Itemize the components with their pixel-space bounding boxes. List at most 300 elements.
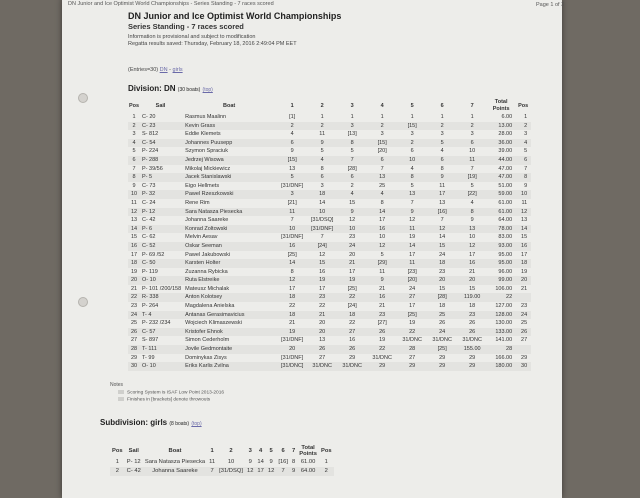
table-row [128, 130, 531, 139]
table-cell: 4 [410, 165, 414, 172]
table-cell: 22 [397, 328, 427, 337]
punch-hole [78, 93, 88, 103]
table-cell: C- 20 [142, 114, 156, 120]
table-cell: Anton Kolotsey [181, 293, 277, 302]
table-cell: Rasmus Maalinn [185, 114, 227, 120]
table-cell: 29 [469, 354, 476, 361]
table-cell: 25 [130, 320, 138, 327]
table-cell: Ruta Elstreike [181, 276, 277, 285]
table-cell: 9 [292, 468, 296, 475]
col-header: Pos [320, 448, 332, 454]
table-cell: 20 [128, 276, 140, 285]
table-cell: Wojciech Klimaszewski [185, 320, 242, 327]
table-cell: 17 [257, 468, 264, 475]
table-row [128, 336, 531, 345]
table-cell: 26 [367, 328, 397, 337]
table-cell: 31/DNC [462, 337, 482, 344]
table-row [128, 208, 531, 217]
table-cell: 16 [457, 259, 487, 268]
table-cell: 61.00 [487, 208, 515, 217]
col-header: Boat [223, 102, 236, 109]
table-cell: 61.00 [300, 458, 316, 465]
note-swatch [118, 397, 124, 401]
table-row [128, 182, 531, 191]
series-standings-table [128, 99, 531, 371]
table-cell: 13.00 [487, 122, 515, 131]
table-cell: Sara Natasza Piesecka [181, 208, 277, 217]
table-row [128, 319, 531, 328]
table-cell: 8 [290, 268, 294, 275]
table-cell: 95.00 [498, 251, 513, 258]
division-title: Division: DN [128, 84, 176, 93]
table-cell: 11 [439, 182, 446, 189]
table-cell: 21 [337, 259, 367, 268]
table-cell: 22 [337, 293, 367, 302]
page-subtitle: Series Standing - 7 races scored [128, 22, 244, 31]
table-cell: [20] [377, 148, 387, 155]
table-cell: T- 4 [140, 311, 181, 320]
table-cell: 93.00 [487, 242, 515, 251]
table-cell: 15 [427, 242, 457, 251]
table-cell: S- 897 [142, 337, 159, 344]
table-cell: 9 [248, 458, 252, 465]
sub-header-row [110, 445, 334, 457]
table-row [128, 147, 531, 156]
table-cell: 17 [130, 251, 138, 258]
table-cell: 15 [469, 285, 476, 292]
table-cell: 26 [128, 328, 140, 337]
col-header: 6 [440, 102, 444, 109]
table-cell: 7 [290, 217, 294, 224]
table-cell: 25 [427, 311, 457, 320]
table-cell: C- 42 [142, 217, 156, 224]
table-cell: 29 [397, 362, 427, 371]
table-cell: 18 [277, 293, 307, 302]
table-cell: 28 [128, 345, 140, 354]
table-cell: 16 [367, 293, 397, 302]
table-cell: [31/DNC] [277, 362, 307, 371]
table-cell: 7 [524, 165, 528, 172]
table-cell: 14 [277, 259, 307, 268]
table-cell: Eriks Karlis Zvilna [181, 362, 277, 371]
table-cell: T- 111 [140, 345, 181, 354]
total-label: Total [301, 445, 315, 451]
table-cell: C- 50 [140, 259, 181, 268]
table-cell: 27 [319, 354, 326, 361]
table-cell: 11 [397, 225, 427, 234]
table-cell: 128.00 [487, 311, 515, 320]
table-cell: Oskar Seeman [181, 242, 277, 251]
table-cell: 17 [521, 251, 528, 258]
table-cell: 11 [319, 131, 326, 138]
table-cell: 21 [469, 268, 476, 275]
provisional-notice: Information is provisional and subject to modification [128, 34, 256, 40]
table-cell: [31/DSQ] [219, 468, 243, 475]
table-cell: 4 [128, 139, 140, 148]
table-cell: 26 [469, 320, 476, 327]
col-header: 7 [292, 448, 296, 454]
table-cell: 19 [277, 328, 307, 337]
table-cell: O- 10 [140, 276, 181, 285]
table-cell: 10 [469, 234, 476, 241]
table-cell: 47.00 [498, 165, 513, 172]
table-cell: 6 [515, 156, 531, 165]
table-cell: 31/DNC [402, 337, 422, 344]
table-cell: 8 [515, 173, 531, 182]
table-cell: 119.00 [457, 293, 487, 302]
table-cell: 18 [277, 311, 307, 320]
table-cell: [13] [347, 131, 357, 138]
table-cell: 8 [397, 173, 427, 182]
table-cell: 15 [349, 199, 356, 206]
table-cell: Magdalena Anielska [185, 303, 235, 310]
col-header: Sail [155, 102, 166, 109]
table-cell: 15 [521, 234, 528, 241]
table-cell: 20 [319, 320, 326, 327]
table-cell: 2 [427, 122, 457, 131]
table-cell: 22 [367, 345, 397, 354]
table-cell: 10 [337, 225, 367, 234]
sub-table-row [110, 467, 334, 477]
entries-count: (Entries=30) [128, 67, 159, 73]
table-cell: 14 [397, 242, 427, 251]
table-cell: Eddie Klemets [185, 131, 221, 138]
table-cell: 10 [469, 148, 476, 155]
note-swatch [118, 390, 124, 394]
table-cell: 25 [521, 320, 528, 327]
table-cell: C- 52 [140, 242, 181, 251]
table-cell: 3 [277, 190, 307, 199]
table-cell: 180.00 [487, 362, 515, 371]
table-cell: 26 [457, 328, 487, 337]
table-cell: 15 [130, 234, 138, 241]
col-header: Pos [518, 102, 529, 109]
table-cell: 64.00 [297, 467, 319, 477]
table-cell: [15] [277, 156, 307, 165]
table-cell: 6 [427, 156, 457, 165]
table-cell: 5 [320, 148, 324, 155]
table-row [128, 293, 531, 302]
table-cell: 141.00 [495, 337, 513, 344]
table-cell: [25] [287, 251, 297, 258]
table-cell: 8 [380, 199, 384, 206]
table-row [128, 328, 531, 337]
table-cell: P- 264 [142, 303, 159, 310]
table-cell: [21] [287, 199, 297, 206]
table-row [128, 362, 531, 371]
table-cell: 11 [277, 208, 307, 217]
table-cell: P- 232 /234 [142, 320, 171, 327]
note-text: Finishes in [brackets] denote throwouts [127, 397, 211, 403]
points-label: Points [299, 451, 317, 457]
entries-separator: - [169, 67, 171, 73]
table-cell: P- 69 /52 [142, 251, 165, 258]
table-cell: 14 [128, 225, 140, 234]
table-cell: 166.00 [495, 354, 513, 361]
table-cell: Rene Rim [185, 199, 210, 206]
table-cell: 6 [410, 148, 414, 155]
table-cell: 9 [269, 458, 273, 465]
notes-title: Notes [110, 382, 124, 388]
table-cell: 26 [307, 345, 337, 354]
table-cell: 11 [397, 259, 427, 268]
col-header: Pos [112, 448, 123, 454]
top-link[interactable]: (top) [202, 87, 213, 93]
table-cell: 15 [439, 285, 446, 292]
table-cell: 20 [349, 251, 356, 258]
table-cell: 59.00 [487, 190, 515, 199]
table-cell: 6 [367, 156, 397, 165]
table-cell: 17 [349, 268, 356, 275]
table-cell: Johannes Puusepp [181, 139, 277, 148]
table-row [128, 173, 531, 182]
col-header: 7 [470, 102, 474, 109]
table-cell: 9 [132, 182, 136, 189]
table-cell: 14 [515, 225, 531, 234]
col-header: Pos [128, 102, 140, 109]
table-cell: 1 [324, 458, 328, 465]
table-cell: Johanna Saareke [143, 467, 207, 477]
table-cell: 12 [246, 468, 254, 475]
table-cell: 20 [515, 276, 531, 285]
table-cell: 9 [367, 276, 397, 285]
table-cell: 14 [367, 208, 397, 217]
table-cell: 29 [427, 362, 457, 371]
table-cell: R- 338 [140, 293, 181, 302]
table-cell: Mikolaj Mickiewicz [185, 165, 231, 172]
table-cell: 28.00 [498, 131, 513, 138]
table-cell: 28 [487, 345, 515, 354]
table-cell: 18 [439, 303, 446, 310]
table-cell: 12 [515, 208, 531, 217]
table-cell: 10 [277, 225, 307, 234]
table-cell: [25] [397, 311, 427, 320]
table-cell: 61.00 [498, 199, 513, 206]
table-cell: 5 [470, 182, 474, 189]
table-cell: 28 [397, 345, 427, 354]
table-cell: [15] [397, 122, 427, 131]
table-cell: 10 [379, 234, 386, 241]
table-row [128, 216, 531, 225]
table-cell: [1] [289, 114, 296, 120]
col-header: 4 [380, 102, 384, 109]
table-cell: 22 [128, 293, 140, 302]
table-cell: 12 [267, 468, 275, 475]
table-cell: 3 [132, 131, 136, 138]
table-cell: 12 [457, 242, 487, 251]
table-cell: 2 [277, 122, 307, 131]
table-cell: 10 [227, 458, 235, 465]
table-cell: Karsten Holter [181, 259, 277, 268]
col-header [297, 445, 319, 457]
subdivision-title: Subdivision: girls [100, 418, 168, 427]
table-cell: 1 [115, 458, 119, 465]
table-cell: 2 [319, 467, 334, 477]
table-cell: 8 [128, 173, 140, 182]
table-cell: [28] [427, 293, 457, 302]
table-cell: O- 10 [140, 362, 181, 371]
table-cell: 78.00 [487, 225, 515, 234]
table-cell: C- 73 [142, 182, 156, 189]
table-cell: 19 [409, 320, 416, 327]
table-cell: 18 [128, 259, 140, 268]
table-cell: 106.00 [495, 285, 513, 292]
table-row [128, 285, 531, 294]
table-row [128, 113, 531, 122]
table-cell: P- 12 [140, 208, 181, 217]
table-cell: 24 [337, 242, 367, 251]
table-cell: 8 [440, 165, 444, 172]
table-cell: 10 [515, 190, 531, 199]
table-cell: 19 [379, 337, 386, 344]
table-cell: 11 [209, 458, 216, 465]
table-cell: 19 [409, 234, 416, 241]
col-header: Boat [168, 448, 182, 454]
table-cell: 2 [110, 467, 125, 477]
table-cell: 21 [307, 311, 337, 320]
table-cell [515, 345, 531, 354]
table-cell: 9 [470, 217, 474, 224]
table-cell: 2 [307, 122, 337, 131]
col-header: 5 [410, 102, 414, 109]
table-cell: Dominykas Zisys [185, 354, 227, 361]
col-header: 4 [259, 448, 263, 454]
table-cell: 24 [128, 311, 140, 320]
table-cell: 3 [440, 131, 444, 138]
total-label: Total [494, 99, 508, 105]
table-cell: 21 [379, 303, 386, 310]
table-cell: 3 [337, 122, 367, 131]
table-cell: Eigo Hellmets [185, 182, 220, 189]
table-cell: 11 [379, 268, 386, 275]
table-cell: 3 [470, 131, 474, 138]
col-header: Sail [128, 448, 139, 454]
table-row [128, 242, 531, 251]
table-cell: Szymon Spraciuk [185, 148, 228, 155]
table-cell: Antanas Gerasimavicius [181, 311, 277, 320]
division-link-dn[interactable]: DN [159, 67, 168, 73]
col-header: 2 [229, 448, 233, 454]
table-cell: 23 [130, 303, 138, 310]
table-cell: 13 [439, 199, 446, 206]
table-cell: 155.00 [457, 345, 487, 354]
table-cell: 7 [207, 467, 217, 477]
table-cell: [28] [347, 165, 357, 172]
table-cell: 22 [319, 303, 326, 310]
page-header-left: DN Junior and Ice Optimist World Championships - Series Standing - 7 races scored [68, 1, 274, 7]
table-cell: 16 [349, 337, 356, 344]
table-cell: 23 [349, 234, 356, 241]
table-cell: 130.00 [495, 320, 513, 327]
table-row [128, 311, 531, 320]
table-cell: C- 24 [142, 199, 156, 206]
table-cell: 24 [409, 285, 416, 292]
table-cell: Simon Cederholm [185, 337, 230, 344]
table-cell: [19] [457, 173, 487, 182]
table-cell: 8 [337, 139, 367, 148]
table-cell: 12 [277, 276, 307, 285]
subdivision-table [110, 445, 334, 476]
table-cell: 16 [277, 242, 307, 251]
table-cell: 17 [409, 303, 416, 310]
table-row [128, 122, 531, 131]
table-cell: Zuzanna Rybicka [185, 268, 228, 275]
table-cell: 9 [307, 139, 337, 148]
table-cell: 31/DNC [432, 337, 452, 344]
table-cell: 26 [337, 345, 367, 354]
table-cell: 3 [380, 131, 384, 138]
table-row [128, 268, 531, 277]
table-cell: 5 [410, 182, 414, 189]
table-cell: 20 [457, 276, 487, 285]
table-cell: 15 [307, 259, 337, 268]
table-cell: 1 [410, 114, 414, 120]
table-cell: 20 [277, 345, 307, 354]
table-row [128, 165, 531, 174]
table-cell: 1 [132, 114, 136, 120]
table-cell: 21 [521, 285, 528, 292]
table-cell: 29 [349, 354, 356, 361]
table-cell: 12 [409, 217, 416, 224]
table-cell: P- 5 [140, 173, 181, 182]
col-header: 1 [290, 102, 294, 109]
table-cell: 18 [337, 311, 367, 320]
table-cell: 18 [515, 259, 531, 268]
table-cell: 9 [337, 208, 367, 217]
table-row [128, 190, 531, 199]
table-cell: Melvin Aesav [185, 234, 218, 241]
division-count: (30 boats) [177, 87, 201, 93]
table-cell: T- 99 [142, 354, 155, 361]
table-cell: 39.00 [498, 148, 513, 155]
table-cell: 36.00 [487, 139, 515, 148]
col-header: 5 [269, 448, 273, 454]
table-cell: 127.00 [495, 303, 513, 310]
table-cell: 5 [277, 173, 307, 182]
col-header: 1 [210, 448, 214, 454]
col-header [487, 99, 515, 113]
table-cell: [16] [278, 458, 288, 465]
table-cell: 7 [470, 165, 474, 172]
table-cell: 6 [337, 173, 367, 182]
table-cell: Jacek Stanislawski [181, 173, 277, 182]
col-header: 3 [248, 448, 252, 454]
table-cell: 23 [367, 311, 397, 320]
table-cell: 3 [524, 131, 528, 138]
table-cell: P- 101 /200/158 [142, 285, 182, 292]
table-row [128, 276, 531, 285]
table-cell: 21 [130, 285, 138, 292]
table-cell: Jovile Gedmontaite [181, 345, 277, 354]
table-cell: 14 [439, 234, 446, 241]
page-title: DN Junior and Ice Optimist World Championships [128, 11, 342, 21]
table-cell: [25] [427, 345, 457, 354]
table-cell: 29 [130, 354, 138, 361]
table-cell: P- 39/56 [142, 165, 163, 172]
table-cell: 17 [379, 217, 386, 224]
division-link-girls[interactable]: girls [172, 67, 183, 73]
table-cell: 4 [290, 131, 294, 138]
top-link[interactable]: (top) [191, 421, 202, 427]
table-cell: 31/DNC [337, 362, 367, 371]
table-cell: 31/DNC [307, 362, 337, 371]
table-cell: P- 6 [140, 225, 181, 234]
table-cell: 22 [289, 303, 296, 310]
table-cell: 26 [515, 328, 531, 337]
table-cell: 2 [515, 122, 531, 131]
table-cell: 6 [307, 173, 337, 182]
table-cell: 17 [469, 251, 476, 258]
